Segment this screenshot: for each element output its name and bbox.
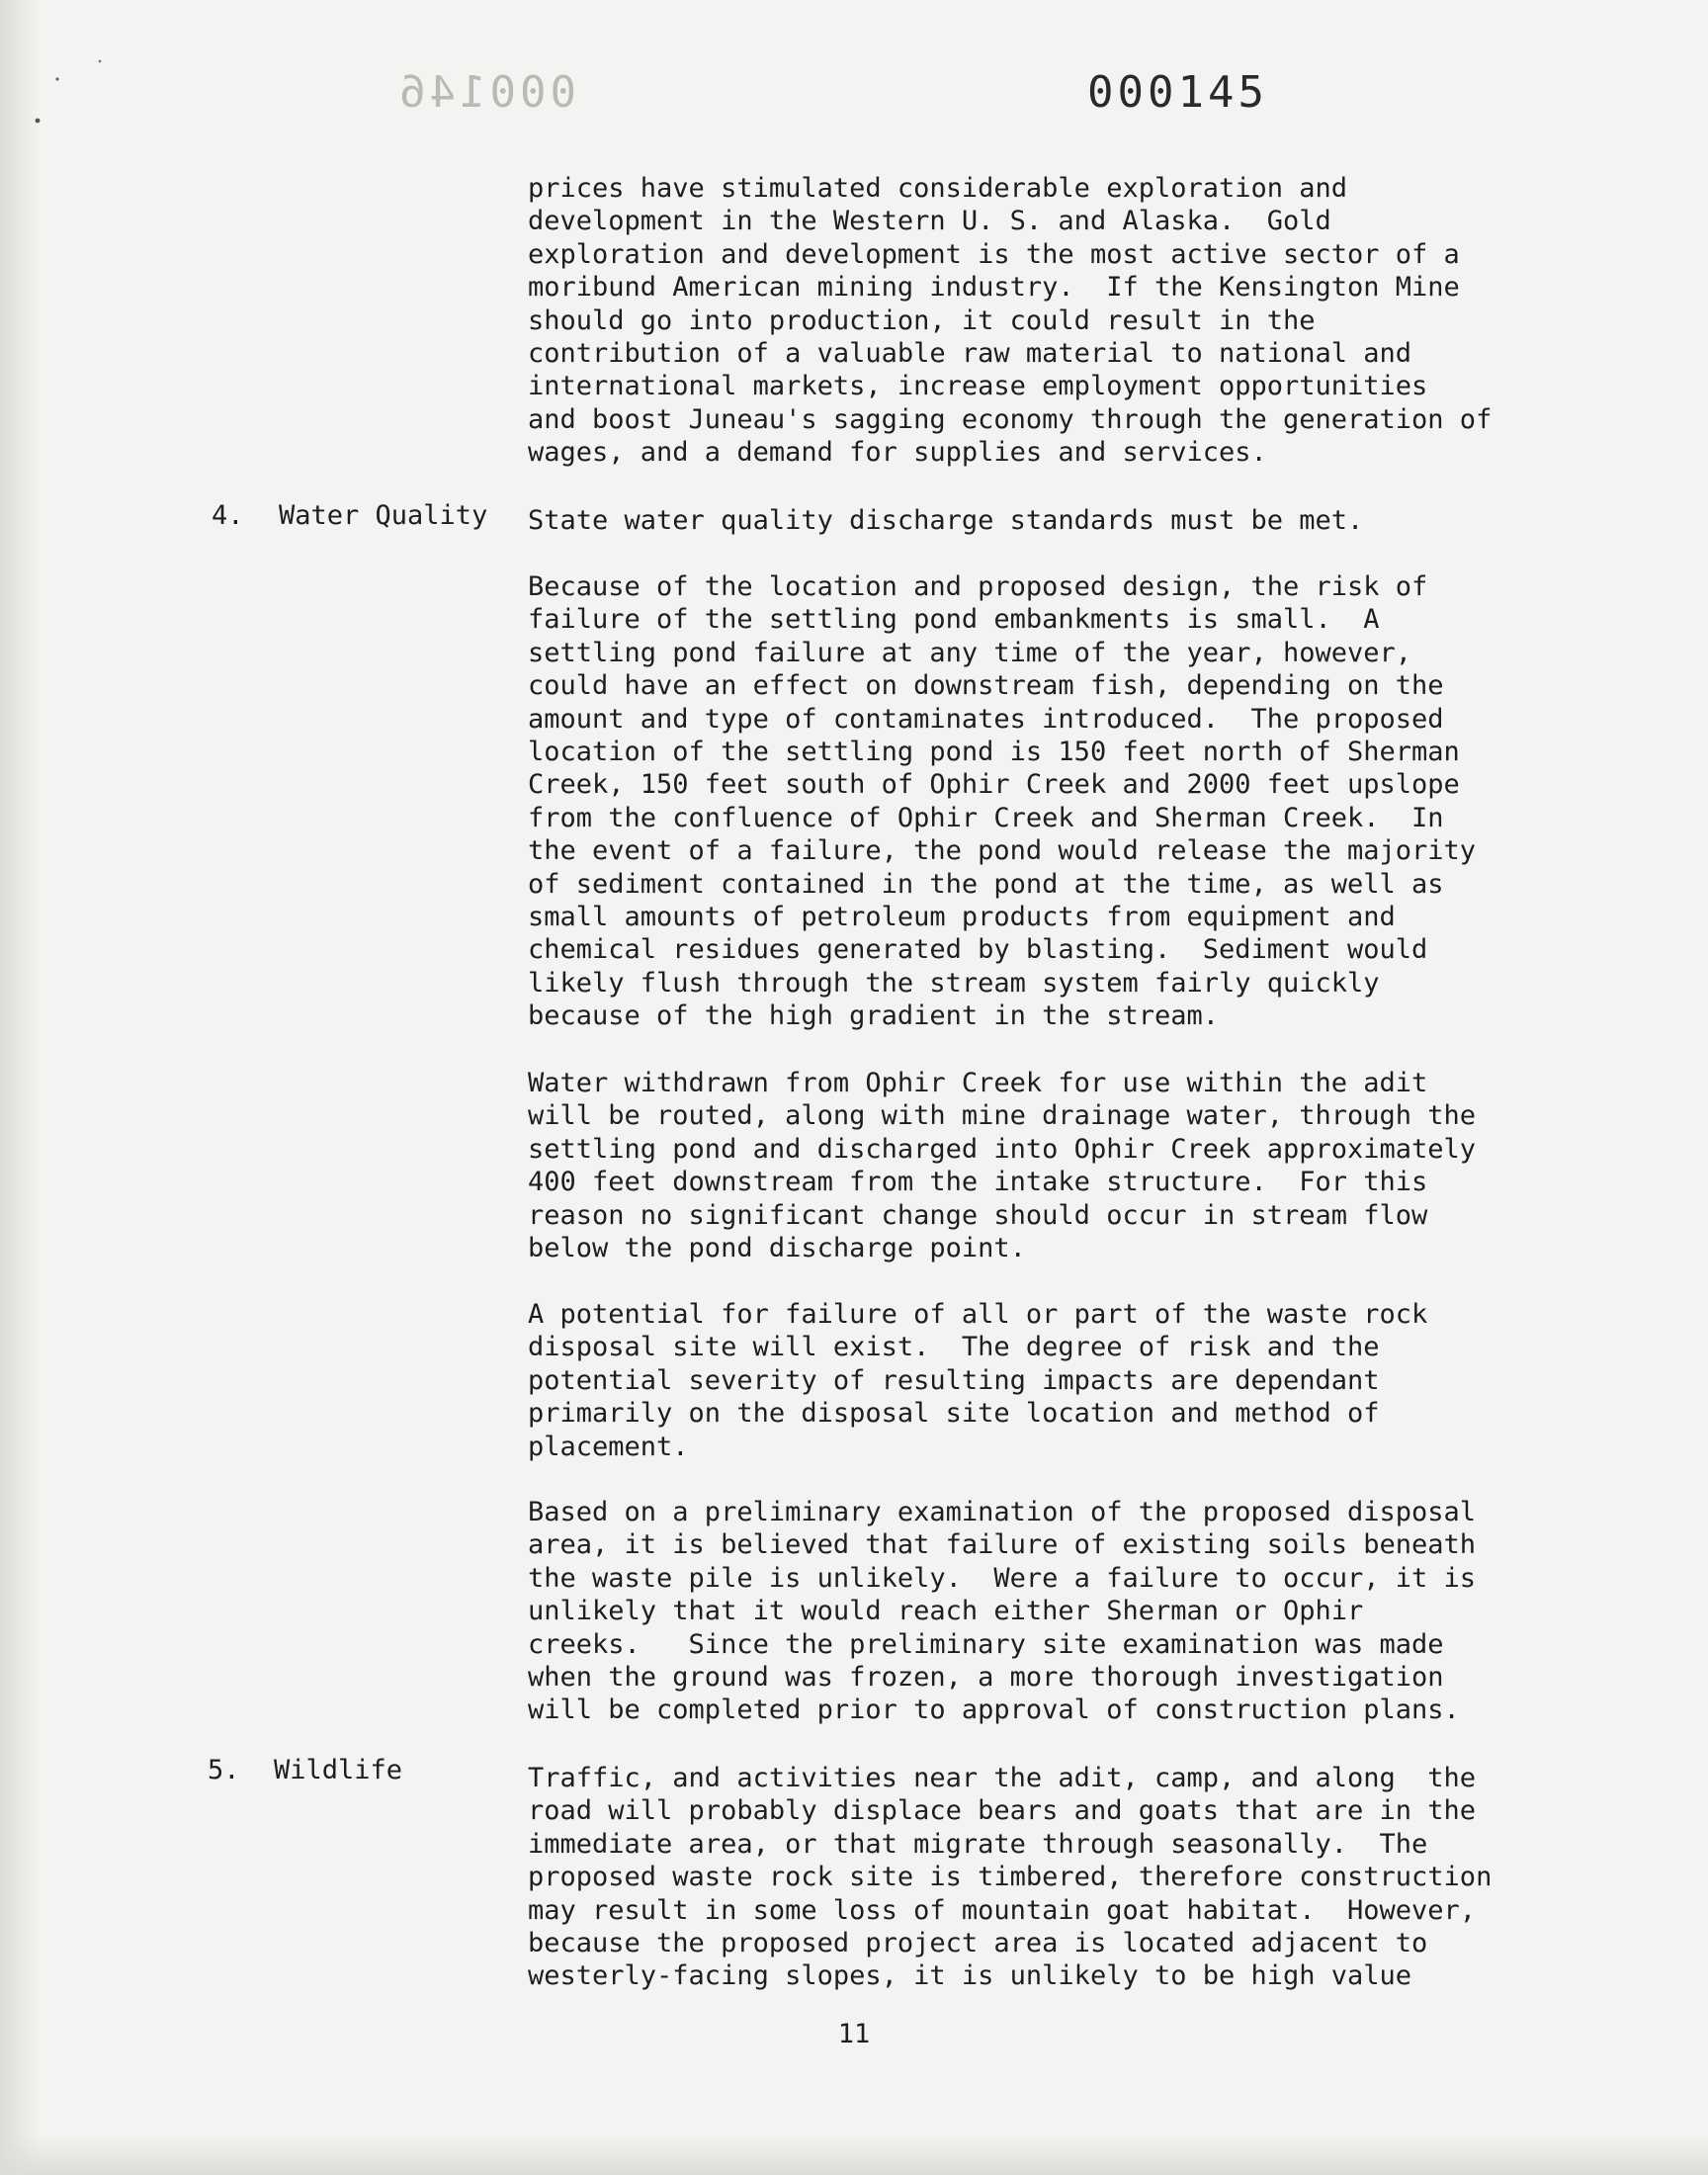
continuation-paragraph: prices have stimulated considerable exploration and development in the Western U. S. and Alaska. Gold exploration and development is the most active sector of a moribund American mining industry. If the Kensington Mine should go into production, it could result in the contribution of a valuable raw material to national and international markets, increase employment opportunities and boost Juneau's sagging economy through the generation of wages, and a demand for supplies and services. [528,173,1493,469]
scan-specks [30,59,109,138]
scan-edge-shadow-left [0,0,40,2175]
wildlife-paragraph-1: Traffic, and activities near the adit, camp, and along the road will probably displace bears and goats that are in the immediate area, or that migrate through seasonally. The proposed waste rock site is timbered, therefore construction may result in some loss of mountain goat habitat. However, because the proposed project area is located adjacent to westerly-facing slopes, it is unlikely to be high value [528,1763,1493,1992]
section-number-wildlife: 5. [208,1755,240,1785]
water-quality-paragraph-2: Because of the location and proposed design, the risk of failure of the settling pond embankments is small. A settling pond failure at any time of the year, however, could have an effect on downstream fish, depending on the amount and type of contaminates introduced. The proposed location of the settling pond is 150 feet north of Sherman Creek, 150 feet south of Ophir Creek and 2000 feet upslope from the confluence of Ophir Creek and Sherman Creek. In the event of a failure, the pond would release the majority of sediment contained in the pond at the time, as well as small amounts of petroleum products from equipment and chemical residues generated by blasting. Sediment would likely flush through the stream system fairly quickly because of the high gradient in the stream. [528,571,1477,1032]
section-title-wildlife: Wildlife [274,1755,403,1785]
section-title-water-quality: Water Quality [279,500,488,531]
water-quality-paragraph-3: Water withdrawn from Ophir Creek for use within the adit will be routed, along with mine drainage water, through the settling pond and discharged into Ophir Creek approximately 400 feet downstream from the intake structure. For this reason no significant change should occur in stream flow below the pond discharge point. [528,1068,1477,1264]
scan-edge-shadow-bottom [0,2135,1708,2175]
bleed-through-page-id: 000146 [395,67,576,118]
page-number: 11 [837,2019,871,2049]
section-number-water-quality: 4. [212,500,244,531]
water-quality-paragraph-5: Based on a preliminary examination of the proposed disposal area, it is believed that failure of existing soils beneath the waste pile is unlikely. Were a failure to occur, it is unlikely that it would reach either Sherman or Ophir creeks. Since the preliminary site examination was made when the ground was frozen, a more thorough investigation will be completed prior to approval of construction plans. [528,1497,1477,1726]
water-quality-paragraph-4: A potential for failure of all or part of the waste rock disposal site will exist. The degree of risk and the potential severity of resulting impacts are dependant primarily on the disposal site location and method of placement. [528,1299,1428,1462]
water-quality-paragraph-1: State water quality discharge standards must be met. [528,505,1364,536]
page-id-stamp: 000145 [1087,67,1268,118]
